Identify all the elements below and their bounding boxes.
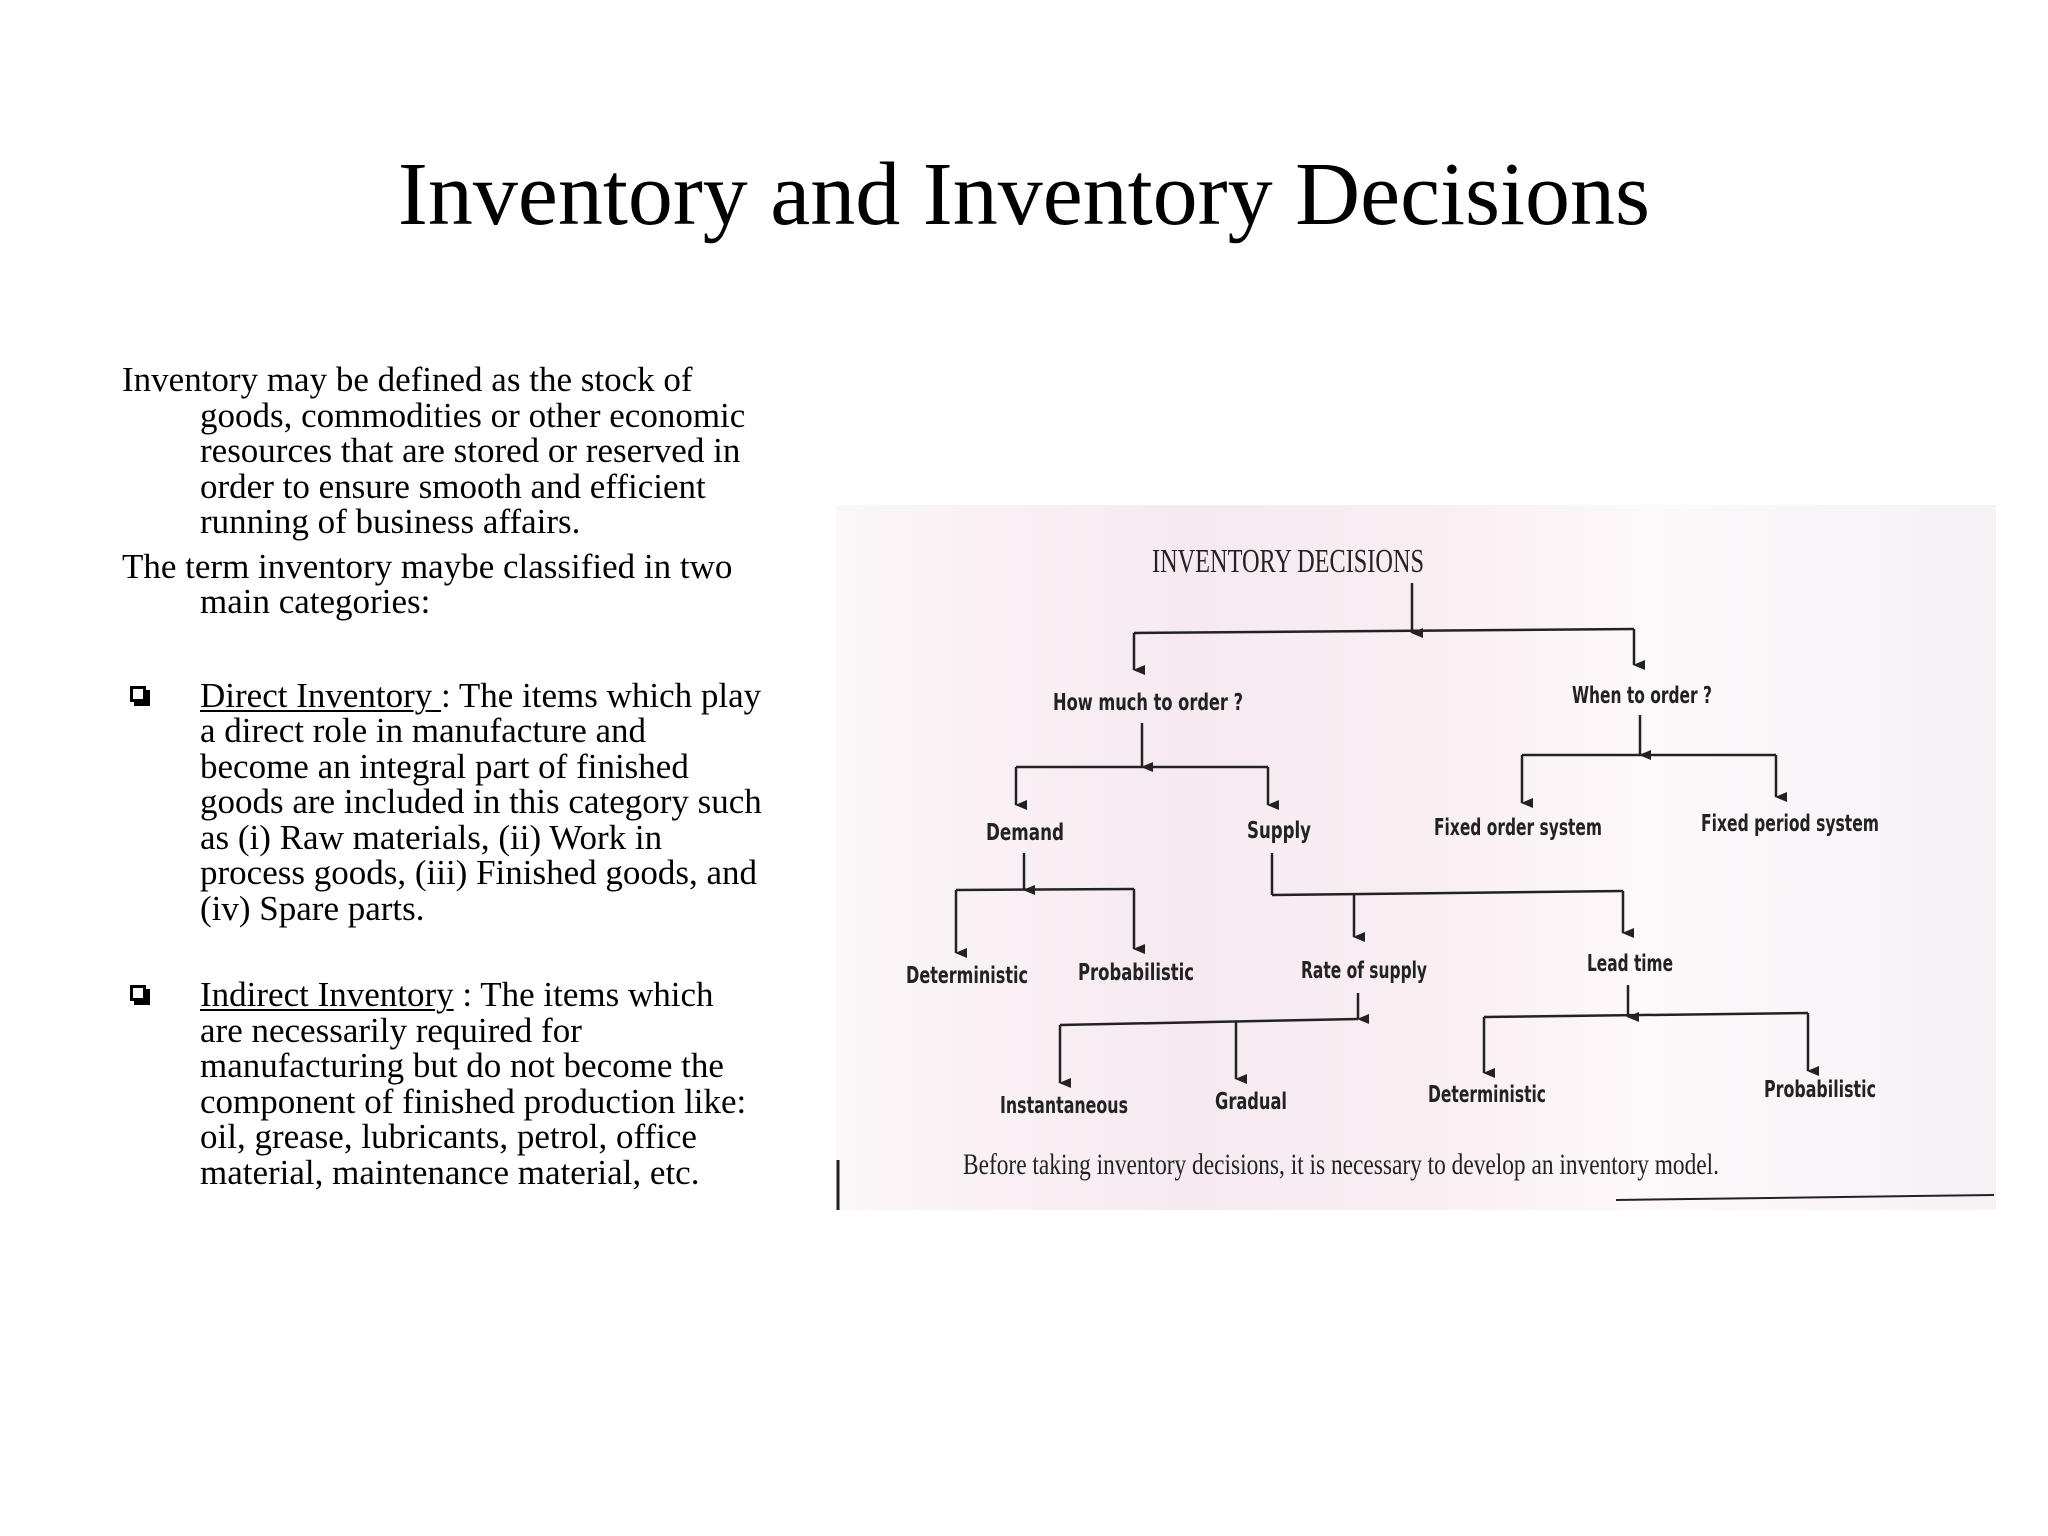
connector-line bbox=[1272, 891, 1623, 895]
gradual-label: Gradual bbox=[1215, 1089, 1287, 1115]
page-edge-line bbox=[1616, 1195, 1994, 1200]
direct-inventory-term: Direct Inventory bbox=[200, 675, 442, 715]
classification-paragraph: The term inventory maybe classified in two main categories: bbox=[122, 546, 733, 621]
bullet-direct-inventory bbox=[122, 675, 762, 928]
instantaneous-label: Instantaneous bbox=[1000, 1093, 1128, 1119]
supply-label: Supply bbox=[1247, 818, 1312, 844]
bullet-indirect-inventory bbox=[122, 977, 762, 1190]
connector-line bbox=[956, 889, 1134, 890]
body-text bbox=[122, 362, 762, 1190]
connector-line bbox=[1060, 1019, 1358, 1025]
demand-label: Demand bbox=[986, 820, 1064, 846]
lead-probabilistic-label: Probabilistic bbox=[1764, 1077, 1876, 1103]
definition-paragraph: Inventory may be defined as the stock of goods, commodities or other economic resources that are stored or reserved in order to ensure smooth and efficient running of business affairs. bbox=[122, 360, 746, 541]
indirect-inventory-text: : The items which are necessarily required for manufacturing but do not become the component of finished production like: oil, grease, lubricants, petrol, office material, maintenance material, etc. bbox=[200, 975, 747, 1192]
diagram-root-label: INVENTORY DECISIONS bbox=[1152, 543, 1424, 580]
how-much-label: How much to order ? bbox=[1053, 690, 1243, 716]
direct-inventory-text: : The items which play a direct role in manufacture and become an integral part of finished goods are included in this category such as (i) Raw materials, (ii) Work in process goods, (iii) Finished goods, and (iv) Spare parts. bbox=[200, 675, 762, 928]
checkbox-bullet-icon bbox=[130, 686, 146, 702]
diagram-svg bbox=[836, 505, 1996, 1210]
diagram-caption: Before taking inventory decisions, it is necessary to develop an inventory model. bbox=[963, 1148, 1719, 1181]
lead-time-label: Lead time bbox=[1587, 951, 1673, 977]
inventory-decisions-diagram bbox=[836, 505, 1996, 1210]
rate-of-supply-label: Rate of supply bbox=[1301, 958, 1428, 984]
connector-line bbox=[1484, 1013, 1808, 1017]
slide-title: Inventory and Inventory Decisions bbox=[397, 145, 1651, 244]
demand-deterministic-label: Deterministic bbox=[906, 963, 1028, 989]
checkbox-bullet-icon bbox=[130, 985, 146, 1001]
fixed-period-system-label: Fixed period system bbox=[1701, 811, 1879, 837]
connector-line bbox=[1134, 629, 1634, 633]
demand-probabilistic-label: Probabilistic bbox=[1078, 960, 1194, 986]
lead-deterministic-label: Deterministic bbox=[1428, 1082, 1546, 1108]
when-to-order-label: When to order ? bbox=[1572, 683, 1712, 709]
fixed-order-system-label: Fixed order system bbox=[1434, 815, 1602, 841]
indirect-inventory-term: Indirect Inventory bbox=[200, 975, 454, 1014]
